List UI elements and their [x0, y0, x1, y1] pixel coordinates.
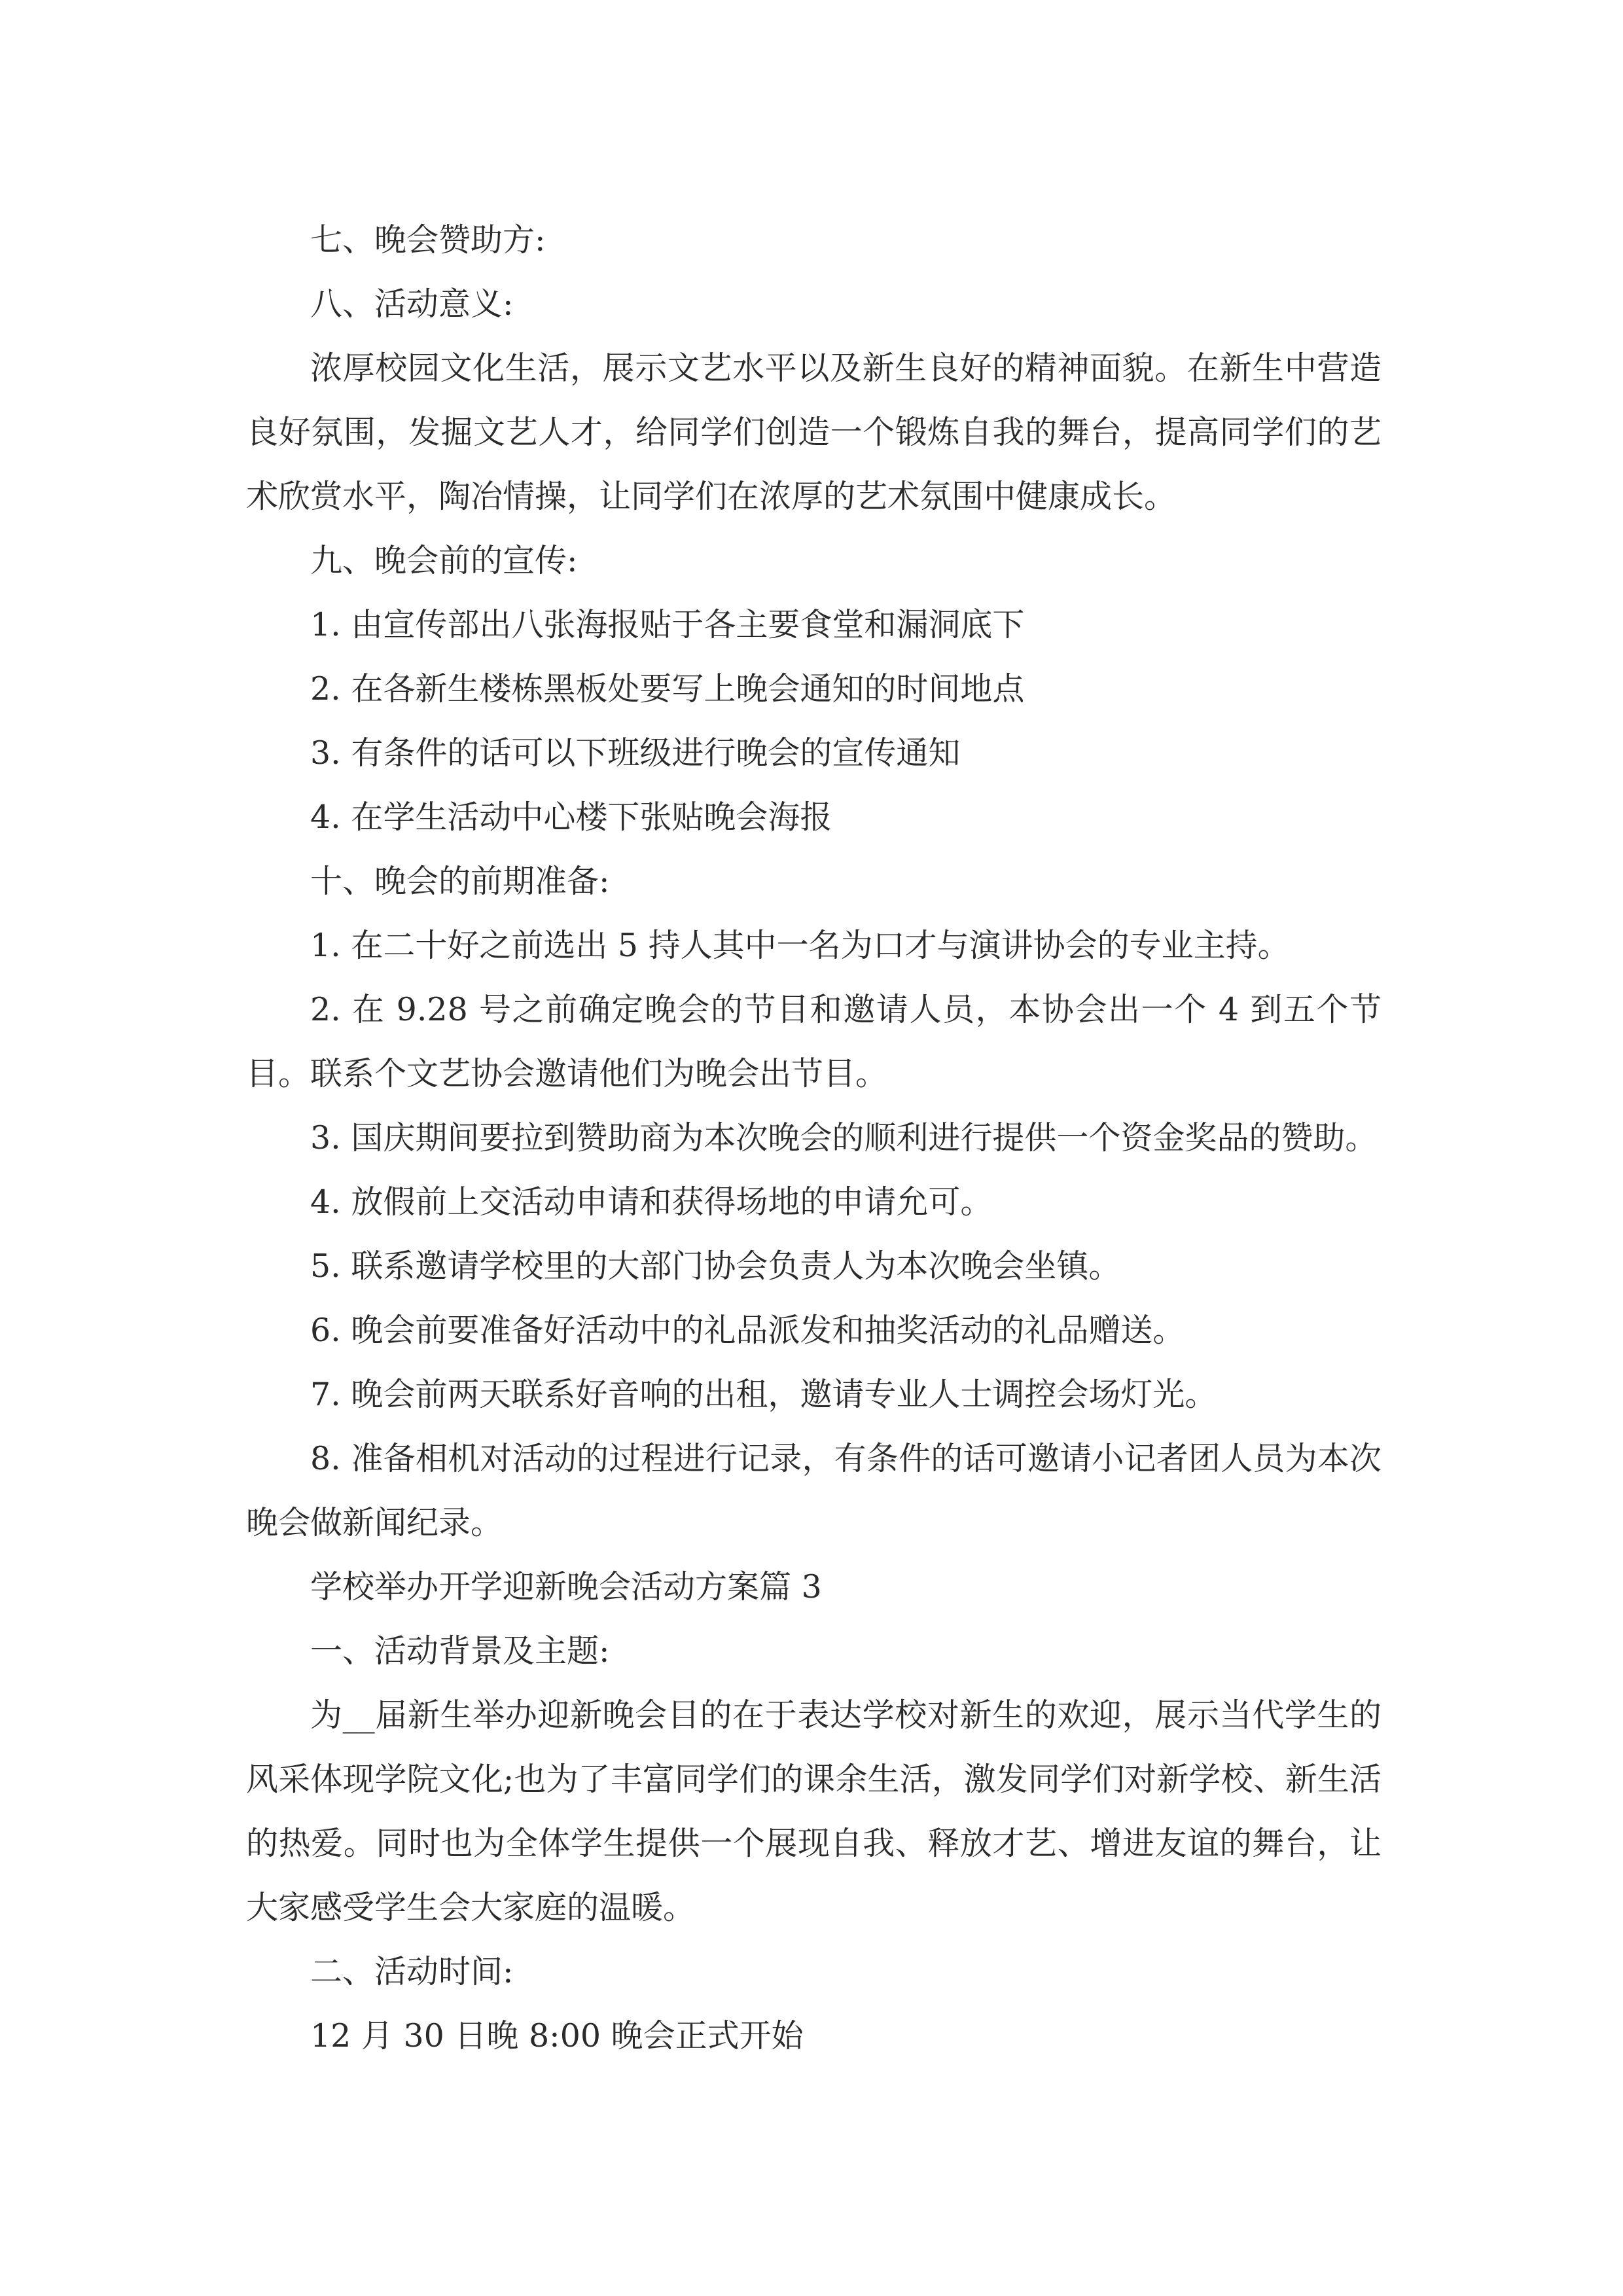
list-item: 4. 放假前上交活动申请和获得场地的申请允可。	[310, 1183, 993, 1221]
heading-publicity: 九、晚会前的宣传:	[310, 542, 578, 579]
document-page	[246, 208, 1382, 2068]
list-item: 3. 国庆期间要拉到赞助商为本次晚会的顺利进行提供一个资金奖品的赞助。	[310, 1119, 1378, 1157]
list-item: 2. 在各新生楼栋黑板处要写上晚会通知的时间地点	[310, 670, 1025, 708]
heading-significance: 八、活动意义:	[310, 285, 514, 323]
paragraph-background: 为__届新生举办迎新晚会目的在于表达学校对新生的欢迎，展示当代学生的风采体现学院文化;也为了丰富同学们的课余生活，激发同学们对新学校、新生活的热爱。同时也为全体学生提供一个展现自我、释放才艺、增进友谊的舞台，让大家感受学生会大家庭的温暖。	[246, 1696, 1382, 1926]
list-item: 1. 在二十好之前选出 5 持人其中一名为口才与演讲协会的专业主持。	[310, 927, 1290, 964]
section-title: 学校举办开学迎新晚会活动方案篇 3	[310, 1568, 822, 1605]
paragraph-time: 12 月 30 日晚 8:00 晚会正式开始	[310, 2017, 804, 2054]
heading-background: 一、活动背景及主题:	[310, 1632, 610, 1670]
heading-time: 二、活动时间:	[310, 1953, 514, 1990]
list-item: 3. 有条件的话可以下班级进行晚会的宣传通知	[310, 734, 961, 772]
heading-preparation: 十、晚会的前期准备:	[310, 863, 610, 900]
list-item: 8. 准备相机对活动的过程进行记录，有条件的话可邀请小记者团人员为本次晚会做新闻纪录。	[246, 1440, 1382, 1541]
list-item: 2. 在 9.28 号之前确定晚会的节目和邀请人员，本协会出一个 4 到五个节目。联系个文艺协会邀请他们为晚会出节目。	[246, 991, 1382, 1092]
list-item: 7. 晚会前两天联系好音响的出租，邀请专业人士调控会场灯光。	[310, 1376, 1217, 1413]
list-item: 5. 联系邀请学校里的大部门协会负责人为本次晚会坐镇。	[310, 1247, 1121, 1285]
list-item: 1. 由宣传部出八张海报贴于各主要食堂和漏洞底下	[310, 606, 1025, 643]
list-item: 6. 晚会前要准备好活动中的礼品派发和抽奖活动的礼品赠送。	[310, 1312, 1185, 1349]
paragraph-significance: 浓厚校园文化生活，展示文艺水平以及新生良好的精神面貌。在新生中营造良好氛围，发掘文艺人才，给同学们创造一个锻炼自我的舞台，提高同学们的艺术欣赏水平，陶冶情操，让同学们在浓厚的艺术氛围中健康成长。	[246, 350, 1382, 515]
heading-sponsor: 七、晚会赞助方:	[310, 221, 546, 259]
list-item: 4. 在学生活动中心楼下张贴晚会海报	[310, 798, 832, 836]
